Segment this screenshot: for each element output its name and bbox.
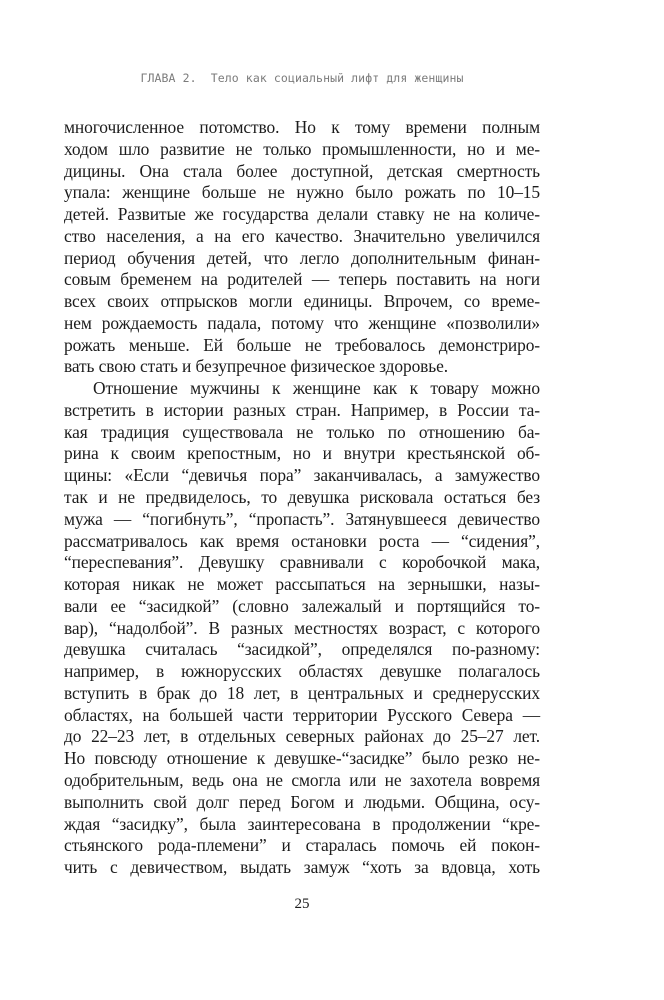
text-line: рина к своим крепостным, но и внутри крестьянской об-	[64, 443, 540, 464]
text-line: чить с девичеством, выдать замуж “хоть за вдовца, хоть	[64, 857, 540, 878]
text-line: которая никак не может рассыпаться на зернышки, назы-	[64, 574, 540, 595]
text-line: вступить в брак до 18 лет, в центральных и среднерусских	[64, 682, 540, 703]
text-line: дицины. Она стала более доступной, детская смертность	[64, 160, 540, 181]
text-line: выполнить свой долг перед Богом и людьми. Община, осу-	[64, 791, 540, 812]
body-text	[64, 117, 540, 879]
text-line: Отношение мужчины к женщине как к товару можно	[93, 378, 540, 399]
text-line: рожать меньше. Ей больше не требовалось демонстриро-	[64, 334, 540, 355]
text-line: детей. Развитые же государства делали ставку не на количе-	[64, 204, 540, 225]
text-line: совым бременем на родителей — теперь поставить на ноги	[64, 269, 540, 290]
text-line: щины: «Если “девичья пора” заканчивалась, а замужество	[64, 465, 540, 486]
text-line: многочисленное потомство. Но к тому времени полным	[64, 117, 540, 137]
text-line: рассматривалось как время остановки роста — “сидения”,	[64, 530, 540, 551]
text-line: ждая “засидку”, была заинтересована в продолжении “кре-	[64, 813, 540, 834]
text-line: нем рождаемость падала, потому что женщине «позволили»	[64, 312, 540, 333]
text-line: вар), “надолбой”. В разных местностях возраст, с которого	[64, 617, 540, 638]
text-line: областях, на большей части территории Русского Севера —	[64, 704, 540, 725]
text-line: одобрительным, ведь она не смогла или не захотела вовремя	[64, 769, 540, 790]
text-line: ство населения, а на его качество. Значительно увеличился	[64, 225, 540, 246]
text-line: ходом шло развитие не только промышленности, но и ме-	[64, 138, 540, 159]
text-line: упала: женщине больше не нужно было рожать по 10–15	[64, 182, 540, 203]
text-line: вать свою стать и безупречное физическое здоровье.	[64, 356, 448, 377]
text-line: всех своих отпрысков могли единицы. Впрочем, со време-	[64, 291, 540, 312]
text-line: вали ее “засидкой” (словно залежалый и портящийся то-	[64, 595, 540, 616]
text-line: Но повсюду отношение к девушке-“засидке” было резко не-	[64, 748, 540, 769]
text-line: мужа — “погибнуть”, “пропасть”. Затянувшееся девичество	[64, 508, 540, 529]
text-line: период обучения детей, что легло дополнительным финан-	[64, 247, 540, 268]
text-line: например, в южнорусских областях девушке полагалось	[64, 661, 540, 682]
text-line: встретить в истории разных стран. Например, в России та-	[64, 399, 540, 420]
text-line: до 22–23 лет, в отдельных северных районах до 25–27 лет.	[64, 726, 540, 747]
text-line: стьянского рода-племени” и старалась помочь ей покон-	[64, 835, 540, 856]
text-line: так и не предвиделось, то девушка рисковала остаться без	[64, 487, 540, 508]
text-line: кая традиция существовала не только по отношению ба-	[64, 421, 540, 442]
running-header: ГЛАВА 2. Тело как социальный лифт для женщины	[140, 71, 464, 85]
text-line: “переспевания”. Девушку сравнивали с коробочкой мака,	[64, 552, 540, 573]
text-line: девушка считалась “засидкой”, определялся по-разному:	[64, 639, 540, 660]
page-number: 25	[294, 896, 310, 912]
